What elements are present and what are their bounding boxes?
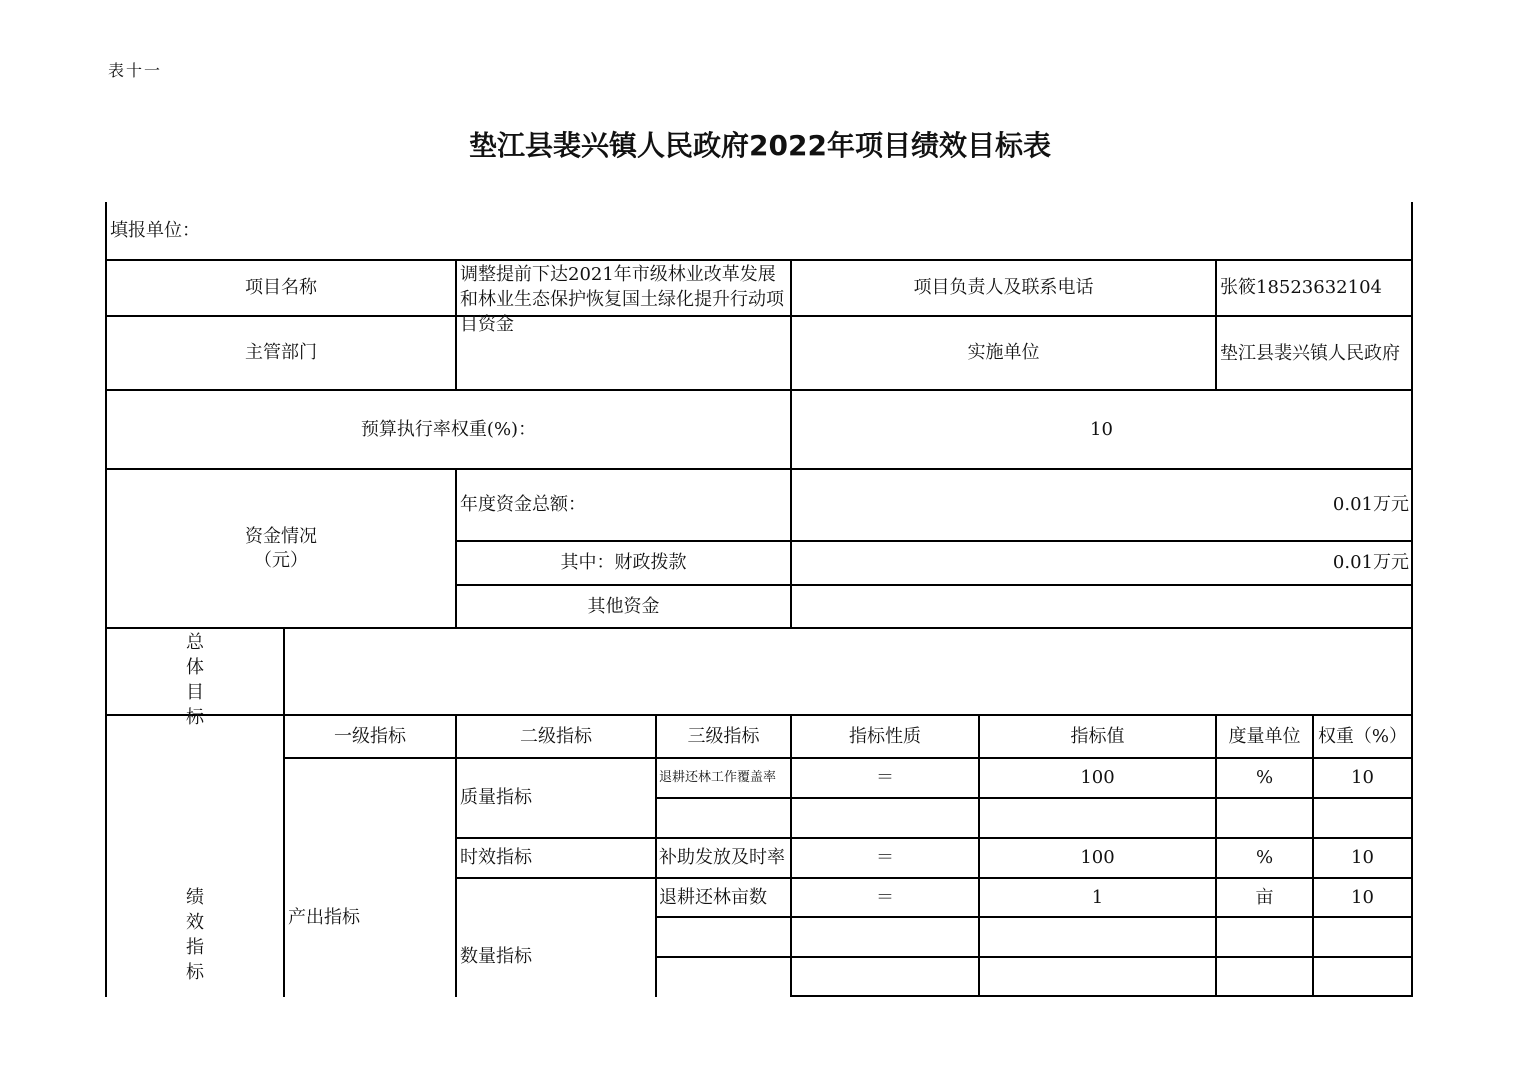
l3-cell: 退耕还林亩数 <box>659 886 767 908</box>
header-weight: 权重（%） <box>1317 725 1408 747</box>
header-nature: 指标性质 <box>849 725 921 747</box>
impl-unit-value: 垫江县裴兴镇人民政府 <box>1220 342 1400 364</box>
indicators-section-label: 绩 效 指 标 <box>186 887 204 983</box>
value-cell: 100 <box>1080 767 1115 788</box>
level2-timeliness: 时效指标 <box>460 847 532 868</box>
overall-goal-value <box>290 629 1408 714</box>
fiscal-label: 其中：财政拨款 <box>560 552 687 573</box>
header-unit: 度量单位 <box>1228 725 1301 747</box>
nature-cell: ＝ <box>876 767 894 788</box>
dept-label: 主管部门 <box>245 342 317 363</box>
weight-cell: 10 <box>1351 847 1374 868</box>
dept-value <box>460 317 788 389</box>
header-level3: 三级指标 <box>687 725 760 747</box>
nature-cell: ＝ <box>876 886 894 908</box>
weight-cell <box>1314 799 1411 837</box>
weight-cell <box>1314 918 1411 956</box>
l3-cell <box>659 799 790 837</box>
value-cell <box>980 799 1215 837</box>
nature-cell <box>792 918 978 956</box>
project-name-label: 项目名称 <box>245 277 317 298</box>
value-cell <box>980 958 1215 995</box>
project-leader-value: 张筱18523632104 <box>1220 277 1382 298</box>
unit-cell: 亩 <box>1255 886 1274 908</box>
project-leader-label: 项目负责人及联系电话 <box>913 277 1094 298</box>
overall-goal-label: 总 体 目 标 <box>186 632 204 728</box>
weight-cell: 10 <box>1351 767 1374 788</box>
impl-unit-label: 实施单位 <box>967 342 1040 363</box>
level1-output: 产出指标 <box>288 907 360 928</box>
nature-cell <box>792 799 978 837</box>
funds-label: 资金情况 （元） <box>245 525 317 571</box>
page-title: 垫江县裴兴镇人民政府2022年项目绩效目标表 <box>469 129 1051 162</box>
l3-cell <box>659 918 790 956</box>
page-label: 表十一 <box>108 61 163 80</box>
project-name-value: 调整提前下达2021年市级林业改革发展和林业生态保护恢复国土绿化提升行动项目资金 <box>460 264 784 335</box>
level2-quantity: 数量指标 <box>460 946 532 967</box>
weight-cell: 10 <box>1351 886 1374 908</box>
unit-cell: % <box>1255 847 1274 868</box>
reporting-unit-label: 填报单位： <box>110 219 200 241</box>
l3-cell: 退耕还林工作覆盖率 <box>659 770 777 785</box>
unit-cell: % <box>1255 767 1274 788</box>
unit-cell <box>1217 918 1312 956</box>
budget-rate-label: 预算执行率权重(%)： <box>360 418 537 440</box>
annual-total-value: 0.01万元 <box>1332 494 1409 515</box>
nature-cell <box>792 958 978 995</box>
value-cell: 100 <box>1080 847 1115 868</box>
fiscal-value: 0.01万元 <box>1332 552 1409 573</box>
value-cell: 1 <box>1091 886 1104 908</box>
unit-cell <box>1217 799 1312 837</box>
header-value: 指标值 <box>1070 725 1125 747</box>
annual-total-label: 年度资金总额： <box>460 494 586 515</box>
header-level1: 一级指标 <box>334 725 406 747</box>
other-funds-label: 其他资金 <box>587 595 660 617</box>
nature-cell: ＝ <box>876 847 894 868</box>
unit-cell <box>1217 958 1312 995</box>
budget-rate-value: 10 <box>1090 418 1113 440</box>
weight-cell <box>1314 958 1411 995</box>
l3-cell: 补助发放及时率 <box>659 847 785 868</box>
level2-quality: 质量指标 <box>460 787 532 808</box>
l3-cell <box>659 958 790 995</box>
value-cell <box>980 918 1215 956</box>
header-level2: 二级指标 <box>520 725 592 747</box>
other-funds-value <box>792 586 1409 627</box>
